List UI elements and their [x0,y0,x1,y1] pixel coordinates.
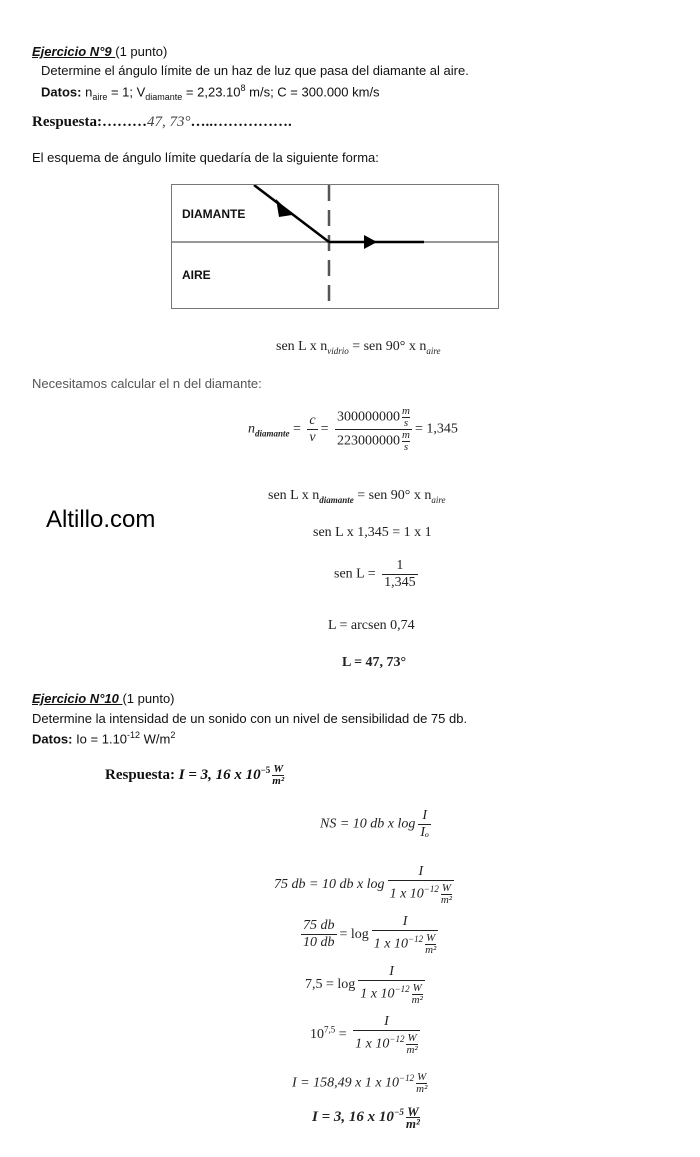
n-v: v [309,430,316,445]
data-n: n [85,84,93,100]
exercise-10-data [32,730,175,746]
answer-dots: …..……………. [190,114,292,130]
exercise-10-answer [105,764,284,787]
s2-den-exp: −12 [423,884,439,894]
exercise-9-data [41,83,380,102]
step-2 [274,864,457,906]
exercise-10-points: (1 punto) [122,691,175,706]
equation-3: sen L x 1,345 = 1 x 1 [313,525,432,540]
answer10-unit-m2: m² [272,775,285,787]
den-unit-m: m [402,429,410,441]
n-eq: = [289,421,305,437]
den-unit-s: s [403,441,409,453]
s2-unit-W: W [441,881,452,894]
step-4 [305,964,428,1006]
eq2-right: = sen 90° x n [353,488,432,503]
eq4-left: sen L = [334,566,380,582]
speed-numerator [335,406,412,429]
s1-left: NS = 10 db x log [320,816,416,832]
s2-unit [441,883,452,906]
data-eq1: = 1; V [107,84,146,100]
answer10-exp: −5 [260,764,271,775]
num-unit-m: m [402,405,410,417]
s6-left: I = 158,49 x 1 x 10 [292,1075,400,1091]
s5-fraction [353,1014,420,1056]
step-7-result [312,1106,420,1129]
s5-unit-W: W [407,1031,417,1044]
data-exp: 8 [240,83,246,93]
s3-fraction [372,914,439,956]
s4-num: I [389,964,394,979]
step-6 [292,1072,427,1095]
data-n-sub: aire [92,91,108,102]
equation-5: L = arcsen 0,74 [328,618,415,633]
s1-fraction [418,808,431,841]
n-result: = 1,345 [415,421,458,437]
speed-fraction [335,406,412,453]
s5-den-base: 1 x 10 [355,1036,390,1052]
eq1-right-sub: aire [426,345,441,356]
s7-unit-W: W [407,1104,419,1119]
equation-4 [334,558,421,591]
diagram-label-aire: AIRE [182,268,211,282]
exercise-9-answer [32,114,292,131]
s6-unit-W: W [417,1071,427,1083]
s6-unit-m2: m² [416,1083,428,1095]
incident-arrow-icon [276,199,292,217]
s5-unit [406,1033,417,1056]
exercise-10-statement: Determine la intensidad de un sonido con un nivel de sensibilidad de 75 db. [32,711,468,726]
eq2-left: sen L x n [268,488,320,503]
data10-label: Datos: [32,731,73,747]
s1-num: I [422,808,428,823]
s3-num: I [402,914,408,929]
s3-den-base: 1 x 10 [373,936,409,952]
refraction-diagram-svg [172,185,498,308]
step-5 [310,1014,423,1056]
eq4-den: 1,345 [384,575,416,590]
s4-unit-m2: m² [411,993,423,1006]
eq2-left-sub: diamante [319,494,354,505]
refraction-diagram [171,184,499,309]
s2-den-base: 1 x 10 [389,886,424,902]
answer10-value: I = 3, 16 x 10 [178,766,261,783]
s7-unit-m2: m² [405,1116,420,1131]
s3-unit-m2: m² [425,943,437,956]
s4-left: 7,5 = log [305,977,356,993]
answer-value: 47, 73° [147,114,191,130]
watermark-logo[interactable]: Altillo.com [46,506,156,533]
exercise-9-statement: Determine el ángulo límite de un haz de luz que pasa del diamante al aire. [41,63,469,78]
s7-exp: −5 [393,1106,404,1117]
equation-2 [268,488,446,505]
n-c: c [309,413,316,428]
answer10-unit-W: W [273,763,284,775]
s5-eq: = [335,1027,351,1043]
refracted-arrow-icon [364,235,377,249]
data10-text: Io = 1.10 [72,731,128,747]
s4-den-exp: −12 [394,984,410,994]
data-v-sub: diamante [145,91,183,102]
s2-fraction [388,864,455,906]
s2-den [388,880,455,906]
s2-left: 75 db = 10 db x log [274,877,385,893]
data-label: Datos: [41,84,82,100]
s2-unit-m2: m² [440,893,453,906]
exercise-9-title: Ejercicio N°9 [32,44,116,59]
den-value: 223000000 [337,433,401,449]
num-unit [402,406,410,429]
s3-lden: 10 db [303,935,335,951]
diagram-label-diamante: DIAMANTE [182,207,246,221]
equation-1 [276,339,441,356]
s3-den [372,930,439,956]
s6-unit [416,1072,427,1095]
equation-n-diamante: $n_{diamante}$ = $\frac{c}{v}$ = 300000000 $\frac{m}{s}$ 223000000 $\frac{m}{s}$ = 1,345 [248,405,458,453]
n-lhs: n [248,421,255,437]
data10-unit: W/m [140,731,171,747]
speed-denominator [335,429,412,453]
eq2-right-sub: aire [431,494,446,505]
exercise-10-title: Ejercicio N°10 [32,691,123,706]
answer-label: Respuesta:……… [32,114,147,130]
data-eq2: = 2,23.10 [182,84,241,100]
s3-den-exp: −12 [408,934,424,944]
data-rest: m/s; C = 300.000 km/s [245,84,380,100]
s3-lnum: 75 db [303,918,335,934]
c-over-v [307,413,317,446]
exercise-9-heading [32,44,167,59]
data10-unit-exp: 2 [170,730,176,740]
eq1-right: = sen 90° x n [348,339,427,354]
scheme-intro: El esquema de ángulo límite quedaría de la siguiente forma: [32,150,379,165]
step-3 [298,914,441,956]
s3-mid: = log [339,927,369,943]
s2-num: I [418,864,424,879]
s4-den [358,980,425,1006]
need-text: Necesitamos calcular el n del diamante: [32,376,262,391]
s5-exp: 7,5 [324,1024,336,1035]
s3-left-fraction [301,918,337,951]
s5-num: I [384,1014,389,1029]
s7-left: I = 3, 16 x 10 [312,1108,394,1125]
s4-unit-W: W [412,981,422,994]
eq1-left: sen L x n [276,339,328,354]
answer10-unit [272,764,284,787]
exercise-10-heading [32,691,175,706]
incident-ray [254,185,329,242]
eq1-left-sub: vidrio [327,345,349,356]
s5-unit-m2: m² [406,1043,418,1056]
s3-unit [425,933,436,956]
s5-den [353,1030,420,1056]
s3-unit-W: W [426,931,436,944]
s5-left: 10 [310,1027,324,1043]
eq4-num: 1 [396,558,404,573]
eq4-fraction [382,558,418,591]
s4-fraction [358,964,425,1006]
exercise-9-points: (1 punto) [115,44,168,59]
data10-exp: -12 [127,730,141,740]
den-unit [402,430,410,453]
answer10-label: Respuesta: [105,766,179,783]
s4-den-base: 1 x 10 [360,986,395,1002]
num-value: 300000000 [337,409,401,425]
step-1 [320,808,434,841]
s4-unit [412,983,423,1006]
equation-6-result: L = 47, 73° [342,655,407,670]
num-unit-s: s [403,417,409,429]
s5-den-exp: −12 [389,1034,405,1044]
n-lhs-sub: diamante [255,428,290,439]
s6-exp: −12 [399,1073,415,1084]
s7-unit [406,1106,420,1129]
s1-den: Iₒ [420,825,430,840]
